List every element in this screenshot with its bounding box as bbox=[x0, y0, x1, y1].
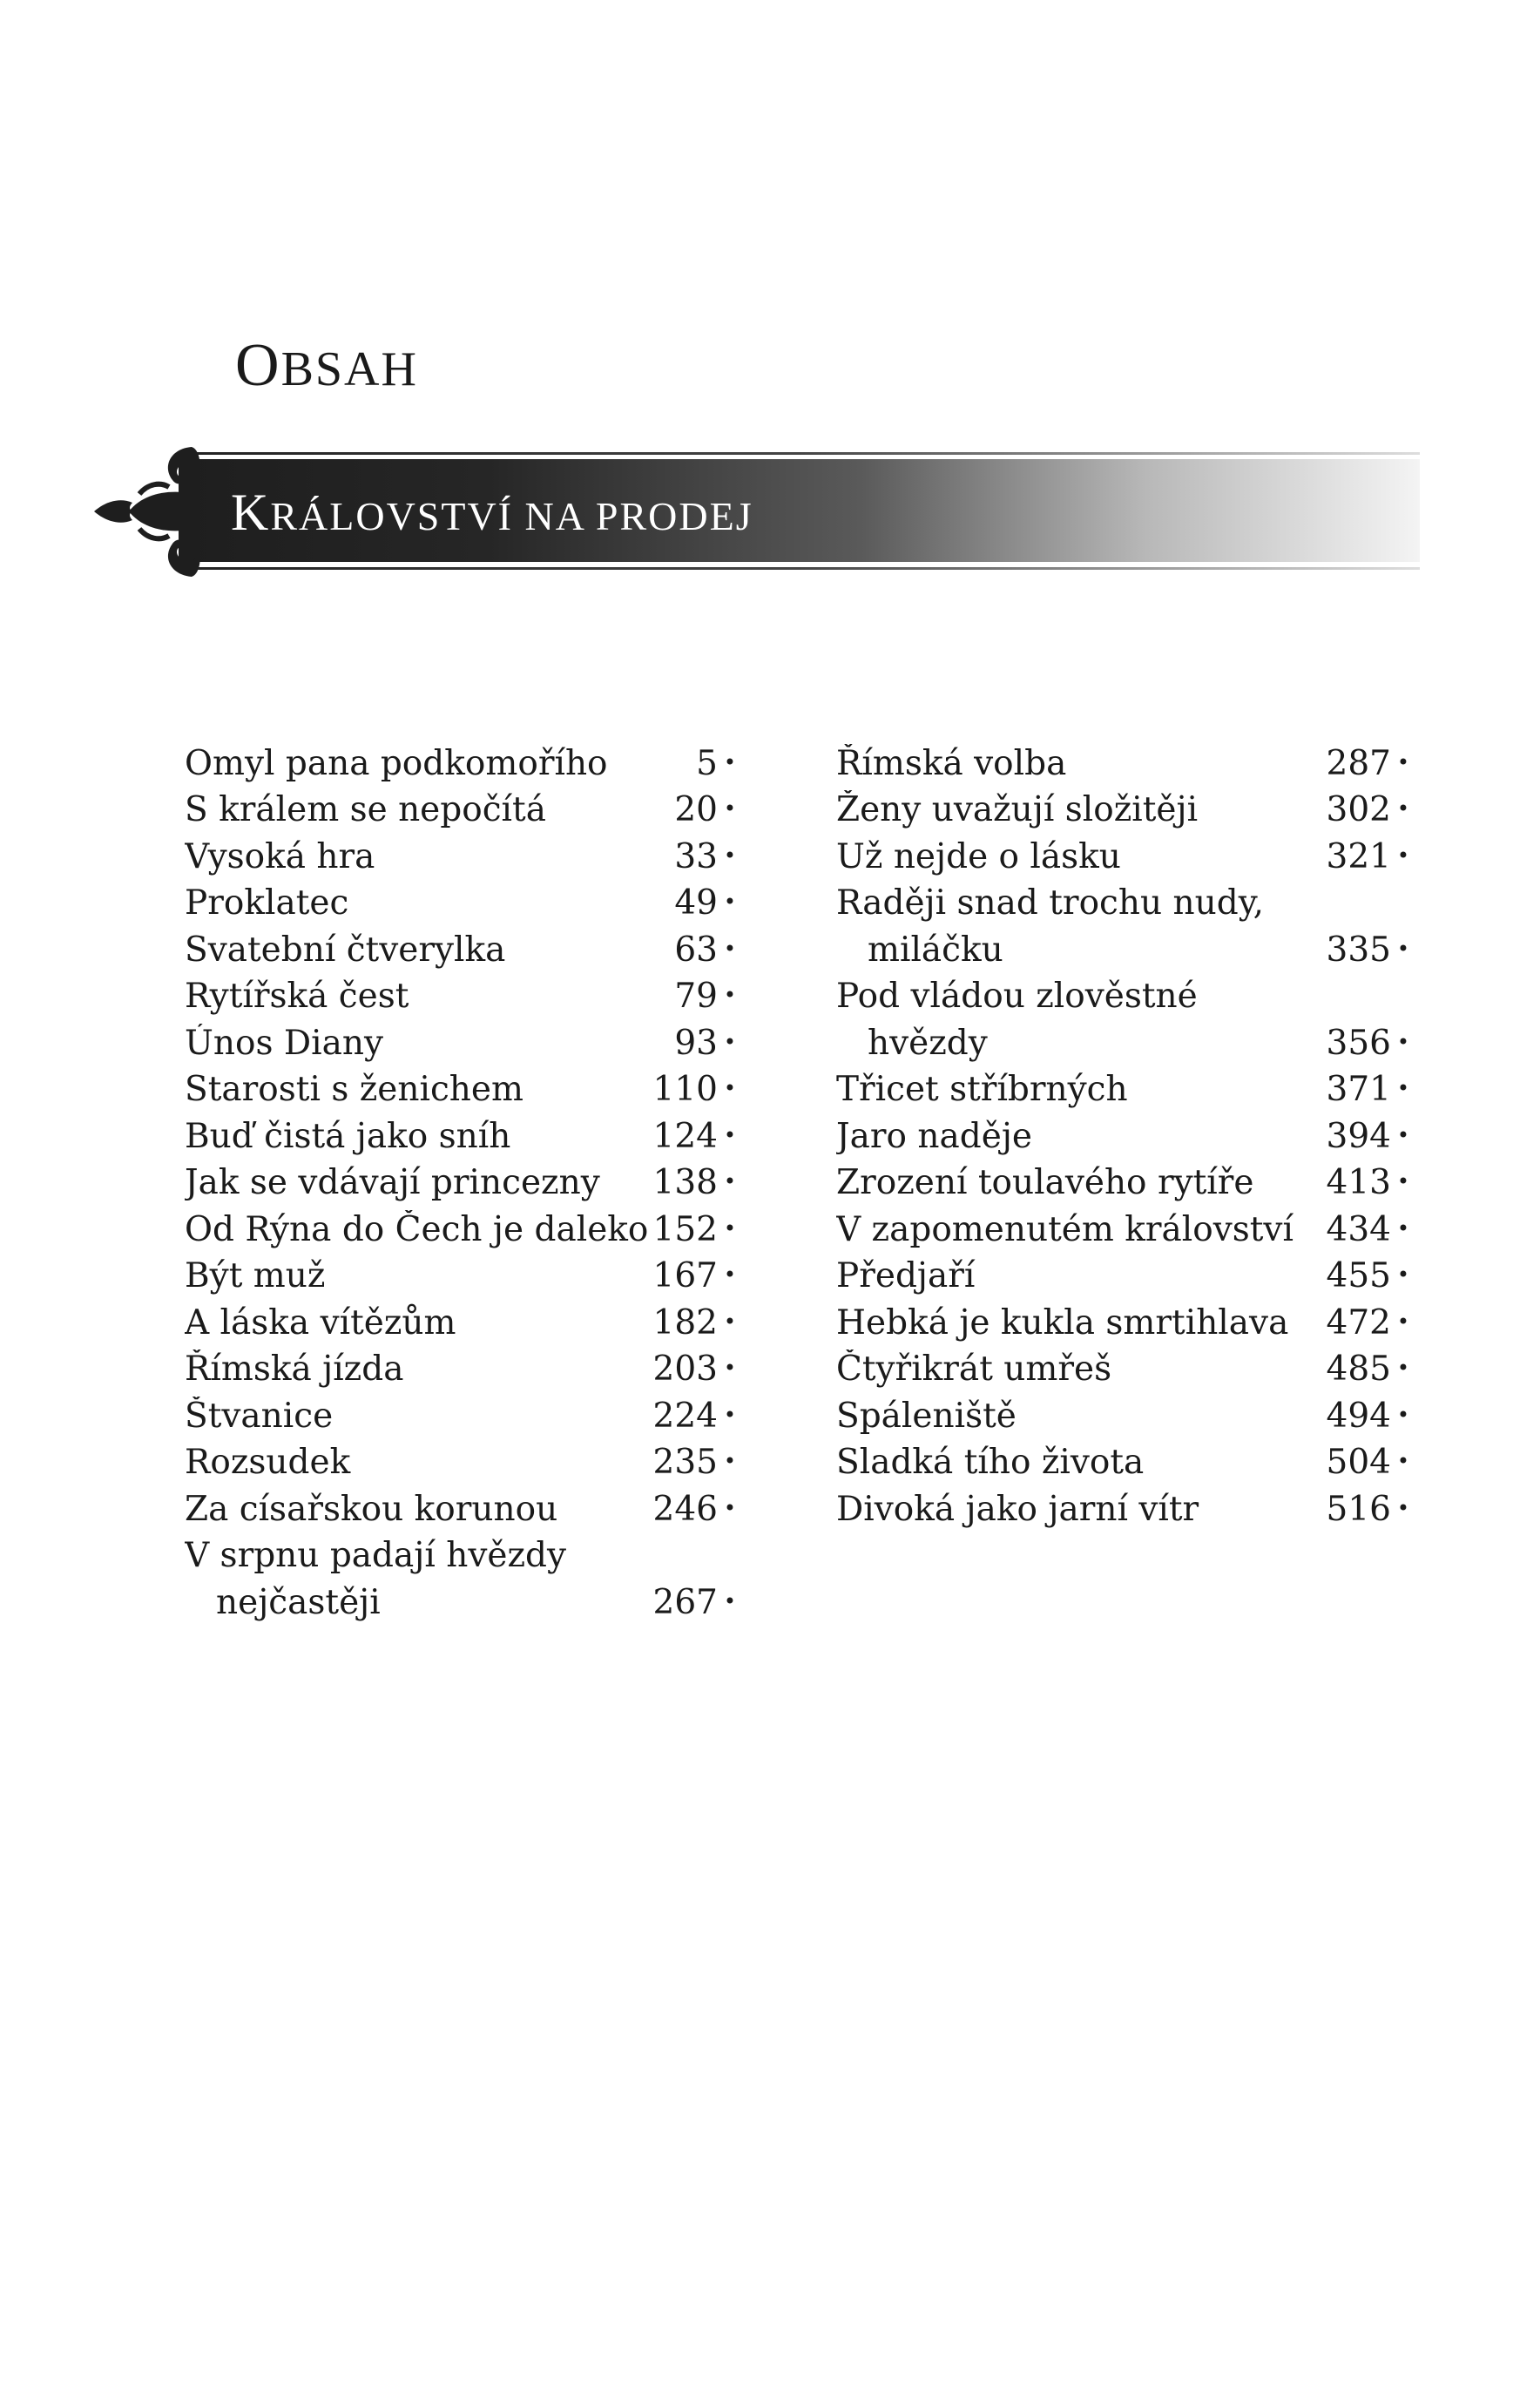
toc-entry-bullet: • bbox=[723, 1588, 737, 1613]
toc-entry-page: 152 bbox=[652, 1209, 718, 1249]
toc-entry-bullet: • bbox=[723, 1122, 737, 1147]
toc-entry bbox=[185, 1109, 742, 1156]
toc-entry-bullet: • bbox=[723, 983, 737, 1007]
toc-entry-title: Únos Diany bbox=[185, 1023, 384, 1063]
toc-entry-title: Vysoká hra bbox=[185, 836, 375, 876]
page-title-rest: BSAH bbox=[280, 342, 418, 396]
toc-entry-bullet: • bbox=[723, 1495, 737, 1520]
toc-entry-title: nejčastěji bbox=[216, 1582, 381, 1622]
toc-entry bbox=[185, 1016, 742, 1063]
section-banner-initial: K bbox=[231, 484, 271, 541]
toc-entry-page: 516 bbox=[1326, 1489, 1391, 1529]
toc-entry-title: Pod vládou zlověstné bbox=[836, 977, 1198, 1016]
toc-entry-title: miláčku bbox=[868, 930, 1003, 970]
toc-entry-title: Třicet stříbrných bbox=[836, 1070, 1128, 1109]
toc-entry-page: 79 bbox=[674, 977, 718, 1016]
toc-entry bbox=[185, 829, 742, 876]
toc-entry bbox=[836, 1016, 1415, 1063]
toc-entry bbox=[185, 1389, 742, 1436]
toc-entry-page: 267 bbox=[652, 1582, 718, 1622]
toc-entry-page: 434 bbox=[1326, 1209, 1391, 1249]
toc-entry bbox=[185, 1575, 742, 1622]
toc-entry-bullet: • bbox=[723, 1169, 737, 1194]
toc-entry-bullet: • bbox=[1396, 1309, 1410, 1334]
toc-entry-bullet: • bbox=[1396, 1449, 1410, 1473]
toc-entry-title: V srpnu padají hvězdy bbox=[185, 1536, 566, 1575]
toc-entry-title: hvězdy bbox=[868, 1023, 988, 1063]
toc-entry-title: Předjaří bbox=[836, 1256, 976, 1295]
toc-entry bbox=[836, 829, 1415, 876]
toc-entry-page: 356 bbox=[1326, 1023, 1391, 1063]
toc-entry-title: Sladká tího života bbox=[836, 1443, 1145, 1482]
toc-entry-page: 455 bbox=[1326, 1256, 1391, 1295]
toc-entry-title: Divoká jako jarní vítr bbox=[836, 1489, 1199, 1529]
toc-entry-title: Rozsudek bbox=[185, 1443, 351, 1482]
toc-entry bbox=[185, 923, 742, 970]
toc-entry-title: Za císařskou korunou bbox=[185, 1489, 558, 1529]
toc-entry-page: 335 bbox=[1326, 930, 1391, 970]
toc-entry-title: Římská volba bbox=[836, 743, 1067, 783]
toc-entry-page: 124 bbox=[652, 1116, 718, 1156]
toc-entry bbox=[836, 1482, 1415, 1529]
toc-entry-bullet: • bbox=[1396, 1122, 1410, 1147]
toc-entry-bullet: • bbox=[723, 1309, 737, 1334]
toc-entry-page: 504 bbox=[1326, 1443, 1391, 1482]
toc-entry-title: Raději snad trochu nudy, bbox=[836, 883, 1264, 923]
toc-entry bbox=[185, 1063, 742, 1110]
toc-entry-title: Římská jízda bbox=[185, 1349, 404, 1389]
toc-entry-bullet: • bbox=[723, 1076, 737, 1100]
toc-entry-title: Zrození toulavého rytíře bbox=[836, 1163, 1254, 1202]
toc-entry bbox=[185, 876, 742, 923]
fleur-ornament-icon bbox=[87, 440, 209, 584]
toc-entry-title: V zapomenutém království bbox=[836, 1209, 1293, 1249]
toc-entry-page: 138 bbox=[652, 1163, 718, 1202]
toc-entry-bullet: • bbox=[723, 749, 737, 775]
toc-entry-title: Ženy uvažují složitěji bbox=[836, 790, 1199, 829]
toc-entry-title: Proklatec bbox=[185, 883, 349, 923]
toc-entry-page: 167 bbox=[652, 1256, 718, 1295]
toc-entry-page: 224 bbox=[652, 1396, 718, 1436]
toc-entry bbox=[185, 970, 742, 1017]
toc-entry bbox=[836, 1109, 1415, 1156]
toc-entry-page: 5 bbox=[696, 743, 718, 783]
toc-entry-title: Jaro naděje bbox=[836, 1116, 1032, 1156]
toc-entry-page: 235 bbox=[652, 1443, 718, 1482]
toc-entry-title: Být muž bbox=[185, 1256, 326, 1295]
toc-entry bbox=[185, 1156, 742, 1203]
banner-rule-top bbox=[179, 452, 1420, 455]
toc-entry-title: Starosti s ženichem bbox=[185, 1070, 523, 1109]
toc-entry-bullet: • bbox=[723, 1356, 737, 1380]
page-title bbox=[235, 331, 418, 401]
toc-entry bbox=[836, 1436, 1415, 1483]
toc-entry bbox=[185, 1343, 742, 1390]
toc-entry-page: 203 bbox=[652, 1349, 718, 1389]
toc-entry bbox=[836, 1343, 1415, 1390]
toc-entry-bullet: • bbox=[1396, 796, 1410, 821]
toc-entry-page: 413 bbox=[1326, 1163, 1391, 1202]
toc-entry-bullet: • bbox=[1396, 1076, 1410, 1100]
toc-entry-title: Omyl pana podkomořího bbox=[185, 743, 608, 783]
toc-entry-page: 485 bbox=[1326, 1349, 1391, 1389]
toc-entry-bullet: • bbox=[1396, 936, 1410, 961]
toc-entry-title: Buď čistá jako sníh bbox=[185, 1116, 511, 1156]
toc-entry bbox=[836, 1156, 1415, 1203]
toc-entry-title: S králem se nepočítá bbox=[185, 790, 546, 829]
toc-entry-title: Spáleniště bbox=[836, 1396, 1017, 1436]
toc-entry bbox=[836, 1249, 1415, 1296]
toc-entry-bullet: • bbox=[723, 842, 737, 868]
toc-entry-title: A láska vítězům bbox=[185, 1302, 456, 1343]
toc-entry-page: 182 bbox=[652, 1302, 718, 1343]
toc-entry-page: 302 bbox=[1326, 790, 1391, 829]
toc-entry-page: 287 bbox=[1326, 743, 1391, 783]
toc-entry bbox=[185, 1249, 742, 1296]
toc-entry-bullet: • bbox=[723, 1215, 737, 1241]
toc-entry bbox=[836, 1063, 1415, 1110]
toc-entry-page: 246 bbox=[652, 1489, 718, 1529]
toc-entry-title: Od Rýna do Čech je daleko bbox=[185, 1209, 648, 1249]
toc-entry-bullet: • bbox=[1396, 842, 1410, 868]
toc-entry bbox=[836, 876, 1415, 923]
toc-entry bbox=[836, 970, 1415, 1017]
toc-entry-bullet: • bbox=[1396, 1262, 1410, 1287]
toc-entry-bullet: • bbox=[723, 889, 737, 914]
toc-entry bbox=[836, 783, 1415, 830]
toc-entry-page: 321 bbox=[1326, 836, 1391, 876]
toc-entry-bullet: • bbox=[723, 1029, 737, 1054]
toc-entry-bullet: • bbox=[1396, 1215, 1410, 1241]
toc-entry bbox=[836, 1389, 1415, 1436]
toc-entry-bullet: • bbox=[1396, 749, 1410, 775]
toc-entry-bullet: • bbox=[1396, 1356, 1410, 1380]
toc-entry bbox=[185, 736, 742, 783]
toc-entry-page: 110 bbox=[652, 1070, 718, 1109]
toc-entry-page: 472 bbox=[1326, 1302, 1391, 1343]
section-banner-title bbox=[231, 459, 753, 562]
toc-entry bbox=[185, 783, 742, 830]
toc-entry-page: 371 bbox=[1326, 1070, 1391, 1109]
toc-entry bbox=[185, 1295, 742, 1343]
toc-entry-title: Rytířská čest bbox=[185, 977, 409, 1016]
toc-entry-page: 494 bbox=[1326, 1396, 1391, 1436]
toc-entry-bullet: • bbox=[1396, 1495, 1410, 1520]
toc-entry-title: Svatební čtverylka bbox=[185, 930, 506, 970]
toc-column-right bbox=[836, 736, 1415, 1529]
toc-entry-page: 93 bbox=[674, 1023, 718, 1063]
toc-entry-title: Už nejde o lásku bbox=[836, 836, 1121, 876]
toc-entry-bullet: • bbox=[1396, 1169, 1410, 1194]
toc-entry-title: Jak se vdávají princezny bbox=[185, 1163, 600, 1202]
toc-entry-title: Čtyřikrát umřeš bbox=[836, 1349, 1112, 1389]
toc-entry bbox=[836, 1202, 1415, 1249]
toc-entry bbox=[185, 1202, 742, 1249]
toc-entry bbox=[185, 1436, 742, 1483]
toc-entry bbox=[185, 1482, 742, 1529]
toc-entry-bullet: • bbox=[723, 796, 737, 821]
toc-entry-bullet: • bbox=[1396, 1402, 1410, 1427]
toc-entry bbox=[836, 1295, 1415, 1343]
toc-entry-title: Štvanice bbox=[185, 1396, 334, 1436]
page-title-initial: O bbox=[235, 332, 281, 399]
section-banner bbox=[87, 440, 1333, 584]
section-banner-rest: RÁLOVSTVÍ NA PRODEJ bbox=[270, 494, 753, 538]
toc-column-left bbox=[185, 736, 742, 1622]
toc-entry-title: Hebká je kukla smrtihlava bbox=[836, 1302, 1289, 1343]
toc-entry-page: 63 bbox=[674, 930, 718, 970]
toc-entry-page: 394 bbox=[1326, 1116, 1391, 1156]
toc-entry-bullet: • bbox=[723, 936, 737, 961]
banner-rule-bottom bbox=[179, 567, 1420, 570]
toc-entry-bullet: • bbox=[1396, 1029, 1410, 1054]
toc-entry-page: 33 bbox=[674, 836, 718, 876]
toc-entry-bullet: • bbox=[723, 1449, 737, 1473]
toc-entry bbox=[185, 1529, 742, 1576]
toc-entry bbox=[836, 736, 1415, 783]
toc-entry bbox=[836, 923, 1415, 970]
toc-entry-bullet: • bbox=[723, 1262, 737, 1287]
toc-entry-bullet: • bbox=[723, 1402, 737, 1427]
toc-entry-page: 49 bbox=[674, 883, 718, 923]
toc-entry-page: 20 bbox=[674, 790, 718, 829]
